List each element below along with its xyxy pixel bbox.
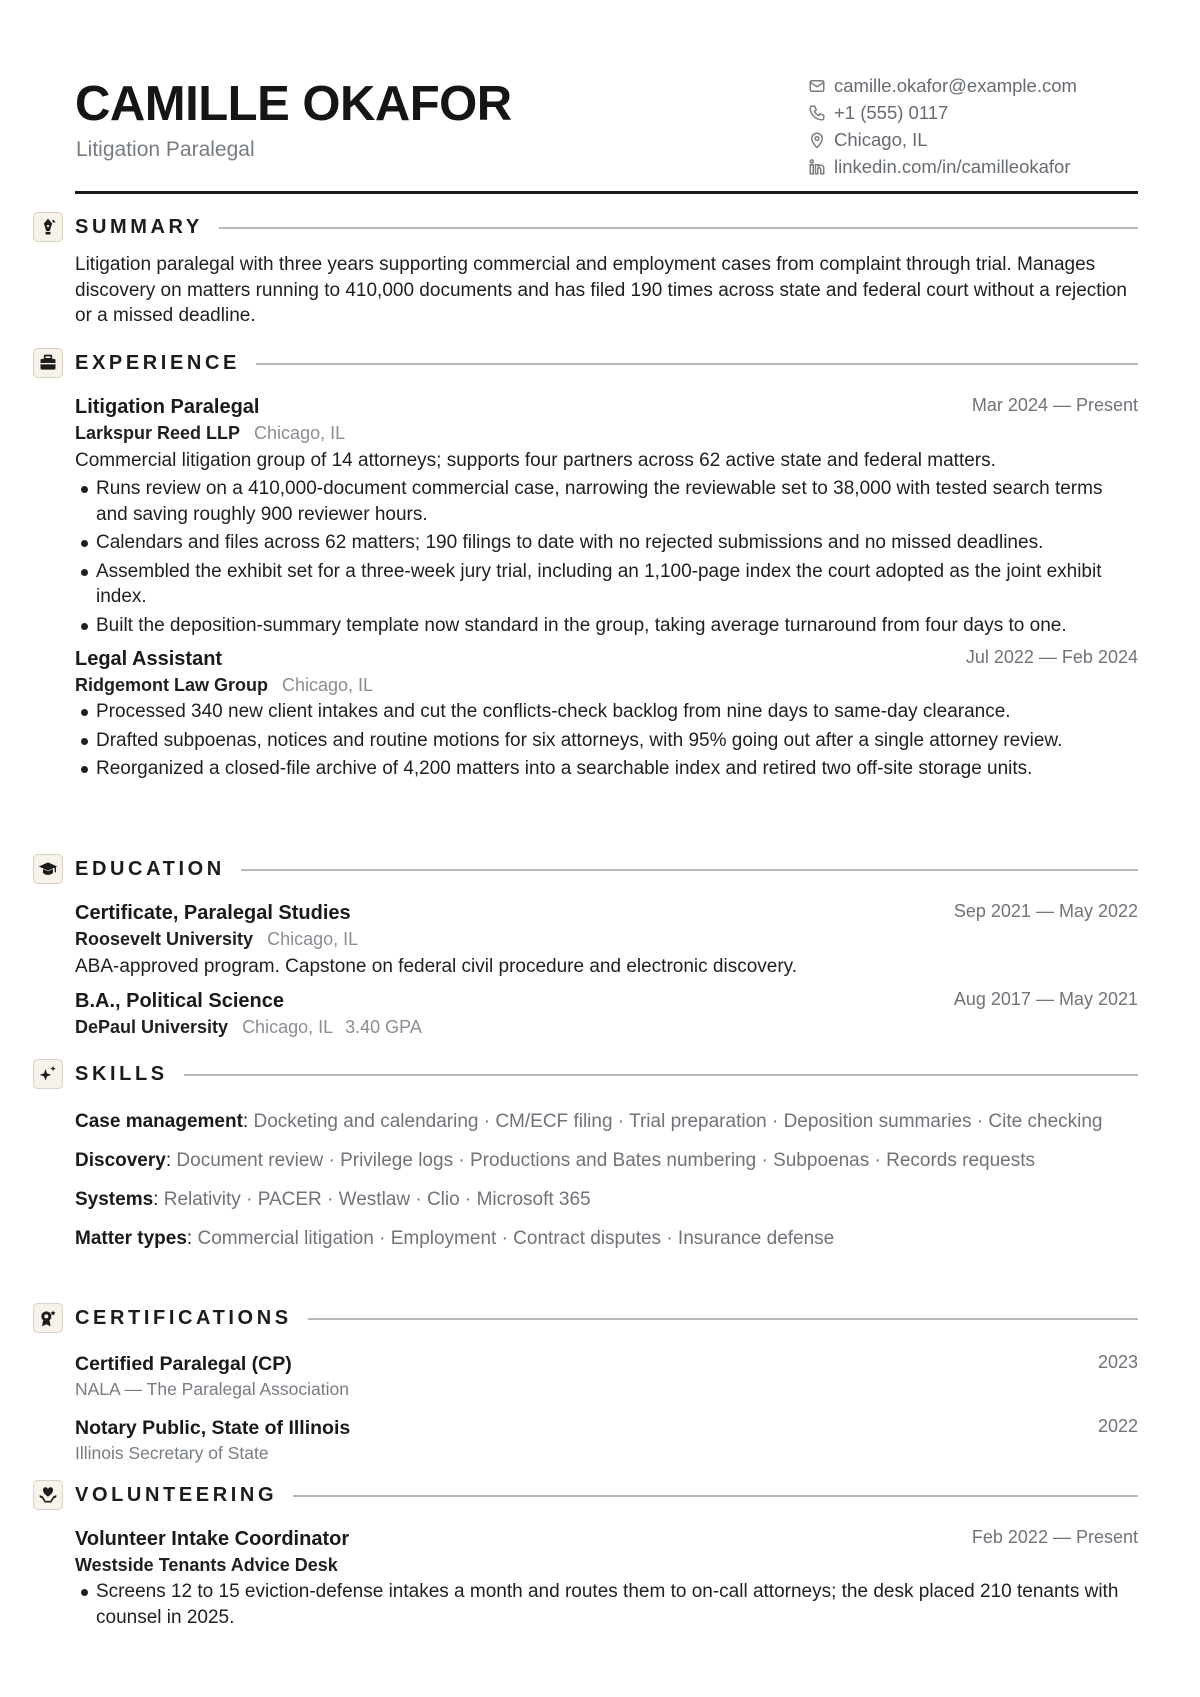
skill-colon: : (165, 1150, 172, 1171)
gpa: 3.40 GPA (345, 1017, 422, 1037)
skill-row (75, 1226, 1138, 1251)
skill-items: Relativity · PACER · Westlaw · Clio · Microsoft 365 (163, 1189, 591, 1210)
skill-category: Matter types (75, 1228, 187, 1249)
volunteer-date: Feb 2022 — Present (971, 1527, 1138, 1547)
employer-location: Chicago, IL (254, 423, 346, 443)
section-rule (75, 1074, 1138, 1076)
job-date: Jul 2022 — Feb 2024 (965, 647, 1138, 667)
certification-entry (75, 1415, 1138, 1465)
skill-items: Commercial litigation · Employment · Contract disputes · Insurance defense (197, 1228, 835, 1249)
phone-text: +1 (555) 0117 (834, 101, 949, 123)
experience-section (33, 346, 1138, 785)
certification-entry (75, 1351, 1138, 1401)
experience-entry (75, 646, 1138, 782)
employer-name: Larkspur Reed LLP (75, 423, 241, 443)
candidate-name: CAMILLE OKAFOR (75, 77, 512, 131)
resume-header (75, 72, 1138, 192)
volunteering-section (33, 1478, 1138, 1633)
bullet-item: Drafted subpoenas, notices and routine motions for six attorneys, with 95% going out after a single attorney review. (75, 728, 1138, 754)
section-title: EDUCATION (75, 856, 241, 882)
sparkle-icon (33, 1059, 63, 1089)
section-header (33, 852, 1138, 886)
contact-email[interactable] (808, 72, 1138, 99)
section-header (33, 1478, 1138, 1512)
candidate-role: Litigation Paralegal (76, 138, 255, 161)
education-description: ABA-approved program. Capstone on federal civil procedure and electronic discovery. (75, 956, 798, 977)
bullet-item: Built the deposition-summary template now standard in the group, taking average turnaround from four days to one. (75, 613, 1138, 639)
mail-icon (808, 77, 826, 95)
bullet-item: Calendars and files across 62 matters; 190 filings to date with no rejected submissions and no missed deadlines. (75, 530, 1138, 556)
section-title: CERTIFICATIONS (75, 1305, 308, 1331)
contact-linkedin[interactable] (808, 153, 1138, 180)
certifications-section (33, 1301, 1138, 1465)
linkedin-icon (808, 158, 826, 176)
bullet-item: Assembled the exhibit set for a three-week jury trial, including an 1,100-page index the court adopted as the joint exhibit index. (75, 559, 1138, 610)
experience-entry (75, 394, 1138, 638)
summary-section (33, 210, 1138, 329)
header-divider (75, 191, 1138, 194)
pen-nib-icon (33, 212, 63, 242)
employer-name: Ridgemont Law Group (75, 675, 268, 695)
location-text: Chicago, IL (834, 128, 928, 150)
graduation-cap-icon (33, 854, 63, 884)
job-bullets (75, 699, 1138, 782)
skill-row (75, 1109, 1138, 1134)
skill-category: Discovery (75, 1150, 166, 1171)
volunteer-bullets (75, 1579, 1138, 1630)
certification-year: 2023 (1097, 1352, 1138, 1372)
school-location: Chicago, IL (242, 1017, 334, 1037)
hand-heart-icon (33, 1480, 63, 1510)
email-text: camille.okafor@example.com (834, 74, 1077, 96)
section-header (33, 346, 1138, 380)
school-name: Roosevelt University (75, 929, 254, 949)
bullet-item: Runs review on a 410,000-document commercial case, narrowing the reviewable set to 38,000 with tested search terms and saving roughly 900 reviewer hours. (75, 476, 1138, 527)
job-org (75, 421, 1138, 445)
certification-year: 2022 (1097, 1416, 1138, 1436)
skill-colon: : (186, 1228, 193, 1249)
certification-issuer: Illinois Secretary of State (75, 1443, 269, 1463)
skill-colon: : (153, 1189, 159, 1210)
section-header (33, 1057, 1138, 1091)
volunteer-org-line (75, 1553, 1138, 1577)
section-title: VOLUNTEERING (75, 1482, 293, 1508)
bullet-item: Screens 12 to 15 eviction-defense intakes a month and routes them to on-call attorneys; the desk placed 210 tenants with counsel in 2025. (75, 1579, 1138, 1630)
education-date: Aug 2017 — May 2021 (953, 989, 1138, 1009)
award-icon (33, 1303, 63, 1333)
job-title: Legal Assistant (75, 648, 223, 670)
job-bullets (75, 476, 1138, 638)
skill-row (75, 1187, 1138, 1212)
volunteer-org: Westside Tenants Advice Desk (75, 1555, 338, 1575)
skill-items: Docketing and calendaring · CM/ECF filing · Trial preparation · Deposition summaries · Cite checking (253, 1111, 1103, 1132)
section-rule (75, 227, 1138, 229)
certification-name: Notary Public, State of Illinois (75, 1417, 351, 1439)
skill-category: Case management (75, 1111, 243, 1132)
volunteering-entry (75, 1526, 1138, 1630)
education-entry (75, 900, 1138, 980)
bullet-item: Processed 340 new client intakes and cut the conflicts-check backlog from nine days to same-day clearance. (75, 699, 1138, 725)
skills-section (33, 1057, 1138, 1251)
contact-list (808, 72, 1138, 180)
contact-phone[interactable] (808, 99, 1138, 126)
phone-icon (808, 104, 826, 122)
job-title: Litigation Paralegal (75, 396, 260, 418)
certification-issuer: NALA — The Paralegal Association (75, 1379, 350, 1399)
section-title: SUMMARY (75, 214, 219, 240)
summary-text: Litigation paralegal with three years supporting commercial and employment cases from complaint through trial. Manages discovery on matters running to 410,000 documents and has filed 190 times across state and federal court without a rejection or a missed deadline. (75, 254, 1127, 326)
section-title: SKILLS (75, 1061, 184, 1087)
education-section (33, 852, 1138, 1039)
school-name: DePaul University (75, 1017, 229, 1037)
certification-name: Certified Paralegal (CP) (75, 1353, 292, 1375)
linkedin-text: linkedin.com/in/camilleokafor (834, 155, 1071, 177)
employer-location: Chicago, IL (282, 675, 374, 695)
skill-items: Document review · Privilege logs · Productions and Bates numbering · Subpoenas · Records requests (176, 1150, 1035, 1171)
school-line (75, 1015, 1138, 1039)
education-date: Sep 2021 — May 2022 (953, 901, 1138, 921)
education-entry (75, 988, 1138, 1039)
skill-row (75, 1148, 1138, 1173)
volunteer-title: Volunteer Intake Coordinator (75, 1528, 350, 1550)
bullet-item: Reorganized a closed-file archive of 4,200 matters into a searchable index and retired two off-site storage units. (75, 756, 1138, 782)
contact-location (808, 126, 1138, 153)
section-title: EXPERIENCE (75, 350, 256, 376)
school-location: Chicago, IL (267, 929, 359, 949)
job-description: Commercial litigation group of 14 attorneys; supports four partners across 62 active state and federal matters. (75, 450, 996, 471)
skill-category: Systems (75, 1189, 154, 1210)
section-header (33, 210, 1138, 244)
degree-title: B.A., Political Science (75, 990, 284, 1012)
map-pin-icon (808, 131, 826, 149)
job-org (75, 673, 1138, 697)
job-date: Mar 2024 — Present (971, 395, 1138, 415)
school-line (75, 927, 1138, 951)
briefcase-icon (33, 348, 63, 378)
section-header (33, 1301, 1138, 1335)
skill-colon: : (242, 1111, 249, 1132)
degree-title: Certificate, Paralegal Studies (75, 902, 351, 924)
